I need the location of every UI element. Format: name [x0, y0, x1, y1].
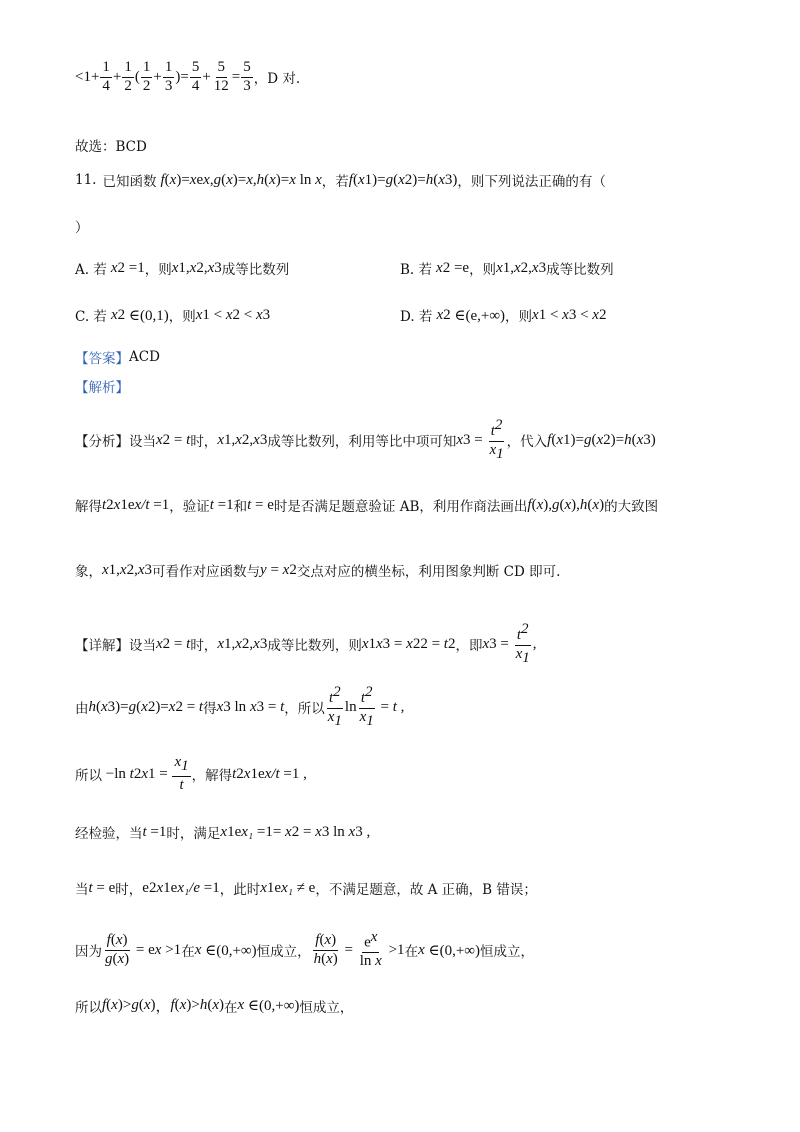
answer-line — [75, 347, 160, 367]
xiangjie-line-2: 由 h ( x 3 )= g ( x 2 )= x 2 = t 得 x 3 ln x 3 = t ，所以 $\frac{t^2}{x_1}$ ln $\frac{t^2}{x_1}$ = t , — [75, 684, 405, 729]
question-11: 11. 已知函数 f ( x )= x e x , g ( x )= x , h ( x )= x ln x ，若 f ( x 1 )= g ( x 2 )= h ( x 3 ) ，则下列说法正确的有（ — [75, 171, 606, 190]
option-d[interactable]: D. 若 x 2 ∈(e,+∞) ，则 x 1 < x 3 < x 2 — [400, 306, 607, 325]
xiangjie-line-4: 经检验，当 t =1 时，满足 x 1 e x₁ =1= x 2 = x 3 ln x 3 , — [75, 823, 371, 842]
top-inequality-line: <1+ $\frac{1}{4}$ + $\frac{1}{2}$ ( $\frac{1}{2}$ + $\frac{1}{3}$ )= $\frac{5}{4}$ + $\frac{5}{12}$ = $\frac{5}{3}$ ，D 对. — [75, 59, 301, 94]
answer-value: ACD — [129, 349, 160, 365]
option-b[interactable]: B. 若 x 2 =e ，则 x 1 , x 2 , x 3 成等比数列 — [400, 259, 614, 278]
fenxi-line-3: 象， x 1 , x 2 , x 3 可看作对应函数与 y = x 2 交点对应的横坐标，利用图象判断 CD 即可. — [75, 561, 561, 580]
xiangjie-line-7: 所以 f ( x )> g ( x ) ， f ( x )> h ( x ) 在 x ∈(0,+∞) 恒成立， — [75, 997, 354, 1016]
analysis-tag-line — [75, 376, 129, 396]
selection-line: 故选：BCD — [75, 139, 147, 155]
analysis-tag: 【解析】 — [75, 380, 129, 396]
xiangjie-line-5: 当 t = e 时， e 2 x 1 e x₁/e =1 ，此时 x 1 e x₁ ≠ e ，不满足题意，故 A 正确，B 错误； — [75, 879, 537, 898]
answer-tag: 【答案】 — [75, 351, 129, 367]
question-11-close: ） — [75, 220, 89, 236]
top-line-tail: ，D 对. — [253, 71, 301, 88]
option-c[interactable]: C. 若 x 2 ∈(0,1) ，则 x 1 < x 2 < x 3 — [75, 306, 271, 325]
xiangjie-line-6: 因为 $\frac{f(x)}{g(x)}$ = e x >1 在 x ∈(0,+∞) 恒成立， $\frac{f(x)}{h(x)}$ = $\frac{e^x}{\text{ln x}}$ >1 在 x ∈(0,+∞) 恒成立， — [75, 929, 534, 970]
fenxi-line-1: 【分析】 设当 x 2 = t 时， x 1 , x 2 , x 3 成等比数列，利用等比中项可知 x 3 = $\frac{t^2}{x_1}$ ，代入 f ( x 1 )= g ( x 2 )= h ( x 3 ) — [75, 417, 656, 462]
xiangjie-line-1: 【详解】 设当 x 2 = t 时， x 1 , x 2 , x 3 成等比数列，则 x 1 x 3 = x 2 2 = t 2 ，即 x 3 = $\frac{t^2}{x_1}$ , — [75, 621, 537, 666]
fenxi-line-2: 解得 t 2 x 1 e x/t =1 ，验证 t =1 和 t = e 时是否满足题意验证 AB，利用作商法画出 f ( x ), g ( x ), h ( x ) 的大致图 — [75, 496, 659, 515]
xiangjie-line-3: 所以 −ln t 2 x 1 = $\frac{x_1}{t}$ ，解得 t 2 x 1 e x/t =1 , — [75, 754, 307, 793]
option-a[interactable]: A. 若 x 2 =1 ，则 x 1 , x 2 , x 3 成等比数列 — [75, 259, 290, 278]
